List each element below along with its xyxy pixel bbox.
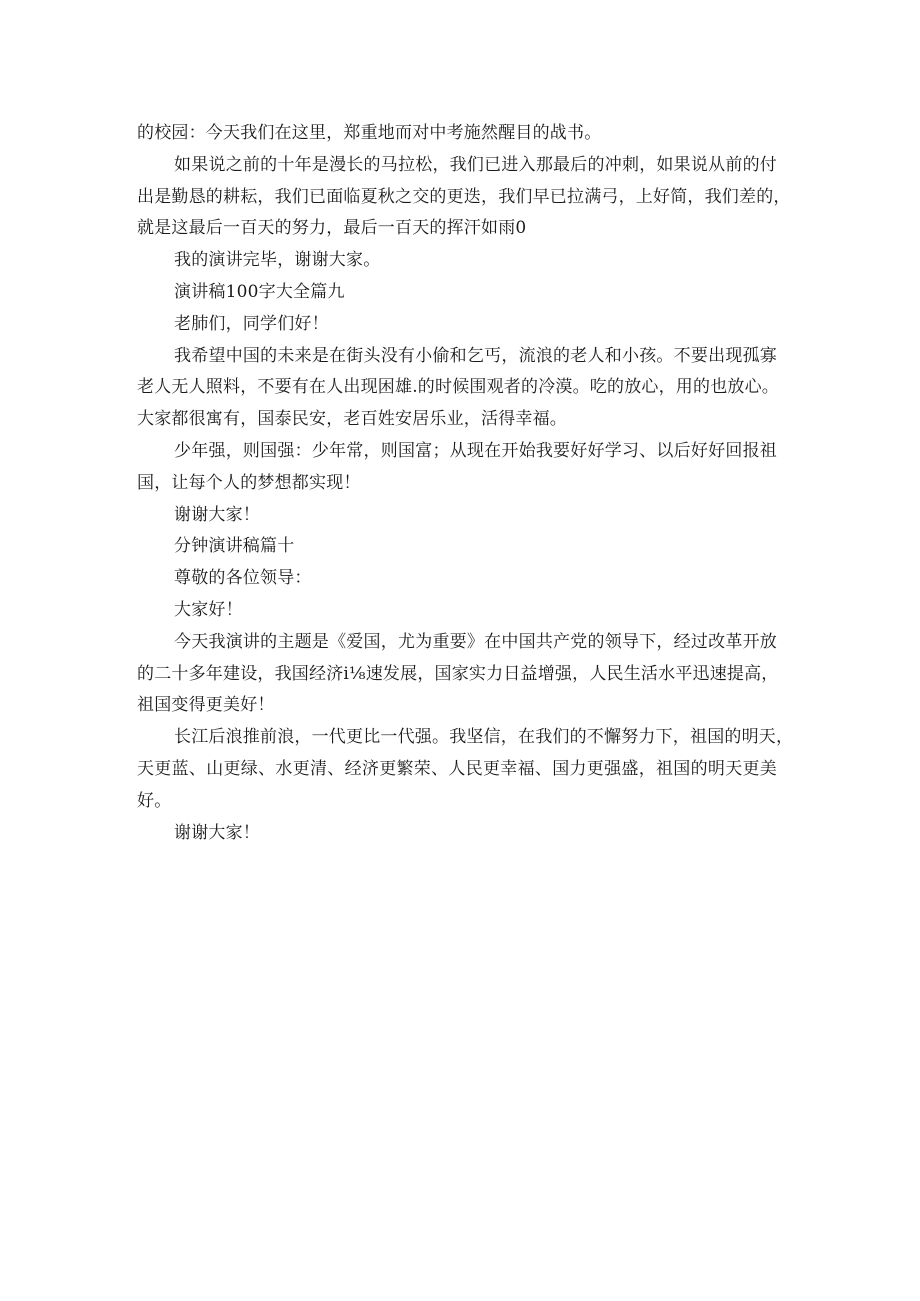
text-line: 的二十多年建设，我国经济i⅛速发展，国家实力日益增强，人民生活水平迅速提高， xyxy=(137,663,779,684)
text-line: 谢谢大家！ xyxy=(174,504,260,525)
text-line: 我希望中国的未来是在街头没有小偷和乞丐，流浪的老人和小孩。不要出现孤寡 xyxy=(174,345,777,366)
text-line: 天更蓝、山更绿、水更清、经济更繁荣、人民更幸福、国力更强盛，祖国的明天更美 xyxy=(137,758,777,779)
text-line: 谢谢大家！ xyxy=(174,822,260,843)
text-line: 老人无人照料，不要有在人出现困雄.的时候围观者的冷漠。吃的放心，用的也放心。 xyxy=(137,377,780,398)
document-body xyxy=(137,118,794,849)
text-line: 的校园：今天我们在这里，郑重地而对中考施然醒目的战书。 xyxy=(137,123,602,143)
text-line: 今天我演讲的主题是《爱国，尤为重要》在中国共产党的领导下，经过改革开放 xyxy=(174,631,777,652)
text-line: 少年强，则国强：少年常，则国富；从现在开始我要好好学习、以后好好回报祖 xyxy=(174,440,777,461)
text-line: 长江后浪推前浪，一代更比一代强。我坚信，在我们的不懈努力下，祖国的明天， xyxy=(174,727,794,748)
text-line: 大家都很寓有，国泰民安，老百姓安居乐业，活得幸福。 xyxy=(137,409,567,430)
greeting-line: 大家好！ xyxy=(174,599,243,620)
text-line: 我的演讲完毕，谢谢大家。 xyxy=(174,250,381,271)
text-line: 如果说之前的十年是漫长的马拉松，我们已进入那最后的冲刺，如果说从前的付 xyxy=(174,154,777,175)
text-line: 好。 xyxy=(137,790,172,811)
greeting-line: 老肺们，同学们好！ xyxy=(174,313,329,334)
text-line: 就是这最后一百天的努力，最后一百天的挥汗如雨0 xyxy=(137,218,527,239)
text-line: 国，让每个人的梦想都实现！ xyxy=(137,472,361,493)
section-heading: 分钟演讲稿篇十 xyxy=(174,536,295,557)
section-heading: 演讲稿100字大全篇九 xyxy=(174,281,345,302)
text-line: 出是勤恳的耕耘，我们已面临夏秋之交的更迭，我们早已拉满弓，上好简，我们差的， xyxy=(137,186,791,207)
greeting-line: 尊敬的各位领导： xyxy=(174,568,312,589)
text-line: 祖国变得更美好！ xyxy=(137,695,275,716)
